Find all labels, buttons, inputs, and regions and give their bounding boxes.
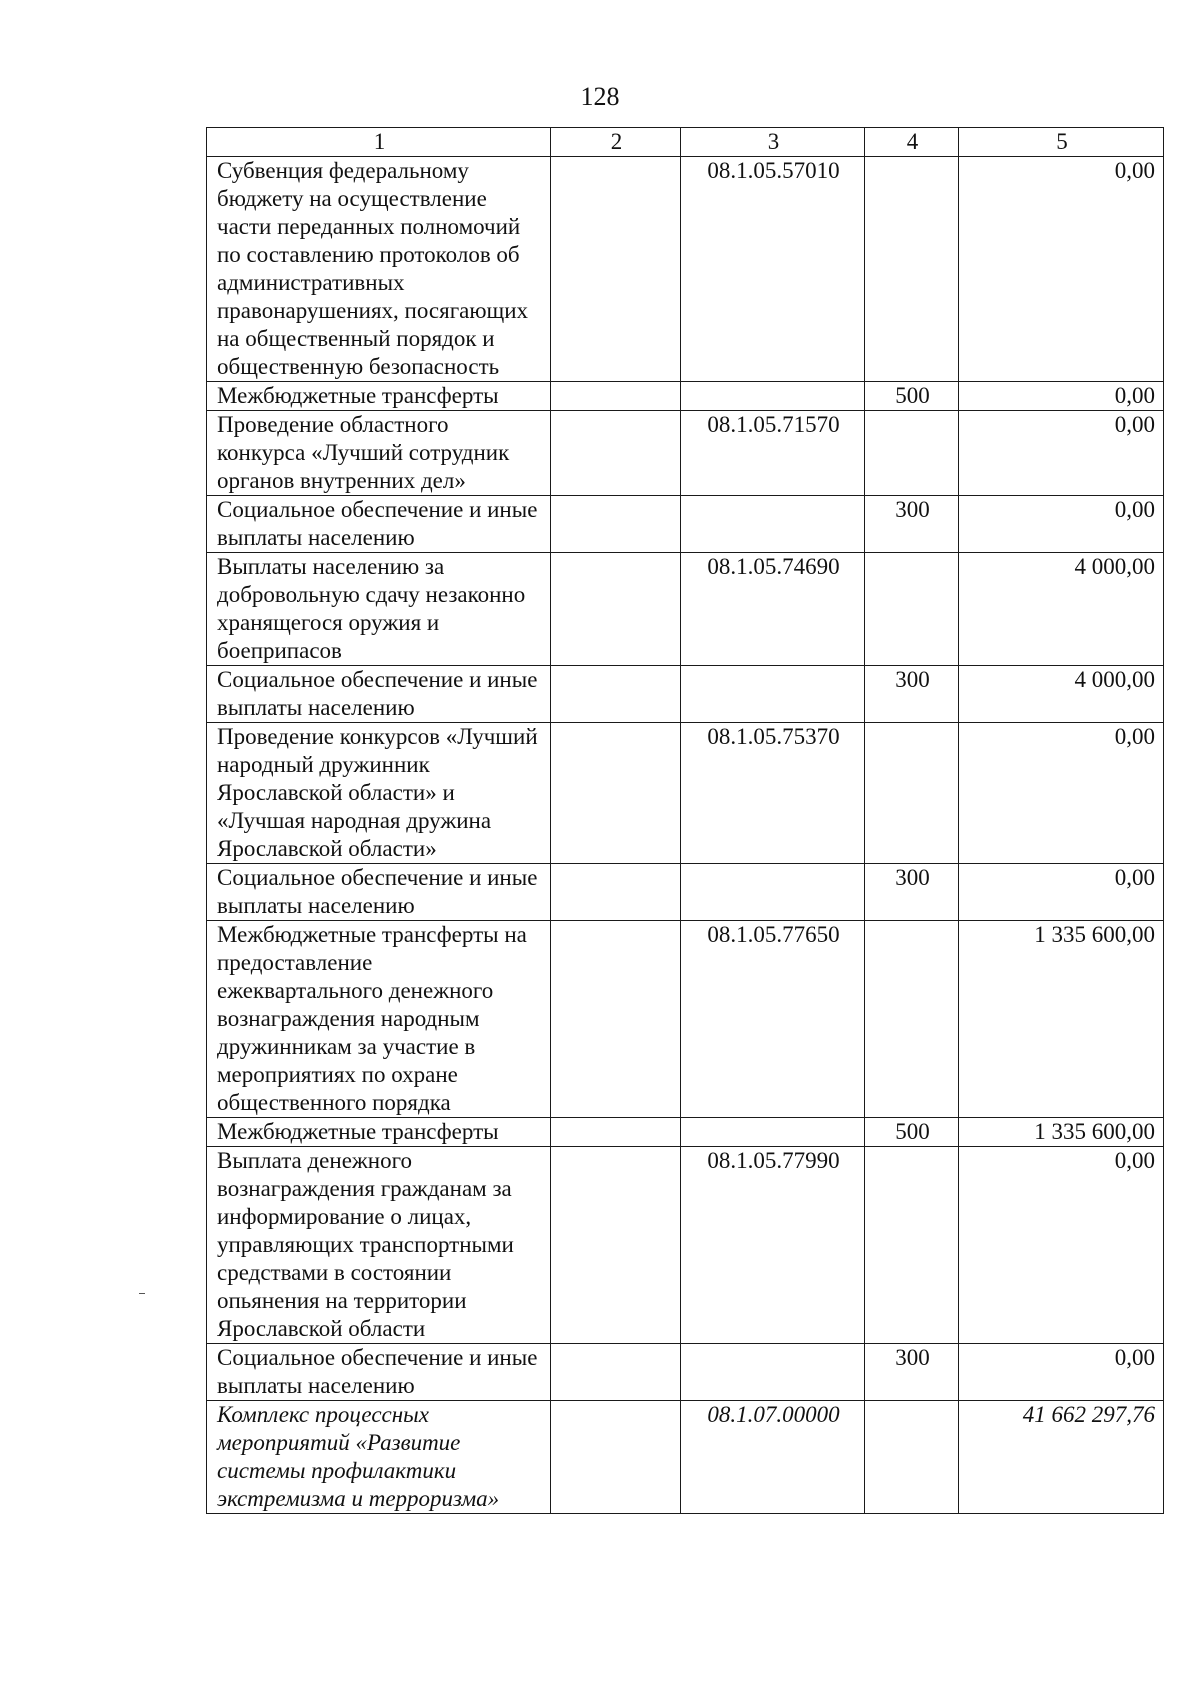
column-header-2: 2 xyxy=(551,128,681,157)
column-header-5: 5 xyxy=(959,128,1164,157)
amount-cell: 0,00 xyxy=(959,1147,1164,1344)
expense-type-cell xyxy=(865,1401,959,1514)
item-name-cell: Социальное обеспечение и иные выплаты населению xyxy=(207,864,551,921)
amount-cell: 0,00 xyxy=(959,864,1164,921)
expense-type-cell xyxy=(865,723,959,864)
table-row xyxy=(207,496,1164,553)
target-code-cell xyxy=(681,1344,865,1401)
item-name-cell: Социальное обеспечение и иные выплаты населению xyxy=(207,666,551,723)
item-name-cell: Выплаты населению за добровольную сдачу незаконно хранящегося оружия и боеприпасов xyxy=(207,553,551,666)
expense-type-cell xyxy=(865,553,959,666)
page-number: 128 xyxy=(580,82,620,111)
column-2-cell xyxy=(551,723,681,864)
table-row xyxy=(207,1401,1164,1514)
table-row xyxy=(207,553,1164,666)
table-row xyxy=(207,723,1164,864)
table-row xyxy=(207,382,1164,411)
column-2-cell xyxy=(551,864,681,921)
amount-cell: 0,00 xyxy=(959,1344,1164,1401)
item-name-cell: Выплата денежного вознаграждения гражданам за информирование о лицах, управляющих транспортными средствами в состоянии опьянения на территории Ярославской области xyxy=(207,1147,551,1344)
amount-cell: 1 335 600,00 xyxy=(959,1118,1164,1147)
target-code-cell xyxy=(681,1118,865,1147)
item-name-cell: Субвенция федеральному бюджету на осуществление части переданных полномочий по составлению протоколов об административных правонарушениях, посягающих на общественный порядок и общественную безопасность xyxy=(207,157,551,382)
amount-cell: 41 662 297,76 xyxy=(959,1401,1164,1514)
expense-type-cell: 500 xyxy=(865,1118,959,1147)
expense-type-cell: 500 xyxy=(865,382,959,411)
target-code-cell: 08.1.05.77990 xyxy=(681,1147,865,1344)
header-row xyxy=(207,128,1164,157)
expense-type-cell: 300 xyxy=(865,496,959,553)
target-code-cell xyxy=(681,864,865,921)
scan-artifact-mark xyxy=(139,1293,145,1294)
expense-type-cell: 300 xyxy=(865,666,959,723)
amount-cell: 4 000,00 xyxy=(959,666,1164,723)
expense-type-cell xyxy=(865,1147,959,1344)
item-name-cell: Межбюджетные трансферты xyxy=(207,382,551,411)
amount-cell: 0,00 xyxy=(959,157,1164,382)
column-2-cell xyxy=(551,382,681,411)
expense-type-cell xyxy=(865,921,959,1118)
amount-cell: 0,00 xyxy=(959,496,1164,553)
target-code-cell: 08.1.07.00000 xyxy=(681,1401,865,1514)
amount-cell: 1 335 600,00 xyxy=(959,921,1164,1118)
column-2-cell xyxy=(551,157,681,382)
column-2-cell xyxy=(551,666,681,723)
table-row xyxy=(207,157,1164,382)
table-row xyxy=(207,1147,1164,1344)
column-2-cell xyxy=(551,411,681,496)
column-header-1: 1 xyxy=(207,128,551,157)
table-row xyxy=(207,411,1164,496)
target-code-cell xyxy=(681,496,865,553)
target-code-cell: 08.1.05.57010 xyxy=(681,157,865,382)
item-name-cell: Социальное обеспечение и иные выплаты населению xyxy=(207,1344,551,1401)
budget-table xyxy=(206,127,1164,1514)
item-name-cell: Комплекс процессных мероприятий «Развитие системы профилактики экстремизма и терроризма» xyxy=(207,1401,551,1514)
target-code-cell: 08.1.05.74690 xyxy=(681,553,865,666)
column-2-cell xyxy=(551,1344,681,1401)
table-row xyxy=(207,1118,1164,1147)
item-name-cell: Социальное обеспечение и иные выплаты населению xyxy=(207,496,551,553)
item-name-cell: Проведение конкурсов «Лучший народный дружинник Ярославской области» и «Лучшая народная дружина Ярославской области» xyxy=(207,723,551,864)
column-2-cell xyxy=(551,553,681,666)
target-code-cell xyxy=(681,666,865,723)
amount-cell: 0,00 xyxy=(959,382,1164,411)
amount-cell: 0,00 xyxy=(959,723,1164,864)
item-name-cell: Межбюджетные трансферты xyxy=(207,1118,551,1147)
table-body xyxy=(207,157,1164,1514)
expense-type-cell: 300 xyxy=(865,864,959,921)
expense-type-cell xyxy=(865,157,959,382)
column-2-cell xyxy=(551,496,681,553)
column-header-3: 3 xyxy=(681,128,865,157)
table-row xyxy=(207,1344,1164,1401)
item-name-cell: Межбюджетные трансферты на предоставление ежеквартального денежного вознаграждения народным дружинникам за участие в мероприятиях по охране общественного порядка xyxy=(207,921,551,1118)
expense-type-cell: 300 xyxy=(865,1344,959,1401)
column-2-cell xyxy=(551,1147,681,1344)
expense-type-cell xyxy=(865,411,959,496)
table-row xyxy=(207,921,1164,1118)
column-2-cell xyxy=(551,921,681,1118)
item-name-cell: Проведение областного конкурса «Лучший сотрудник органов внутренних дел» xyxy=(207,411,551,496)
table-header xyxy=(207,128,1164,157)
target-code-cell: 08.1.05.71570 xyxy=(681,411,865,496)
amount-cell: 4 000,00 xyxy=(959,553,1164,666)
target-code-cell xyxy=(681,382,865,411)
column-2-cell xyxy=(551,1118,681,1147)
column-header-4: 4 xyxy=(865,128,959,157)
amount-cell: 0,00 xyxy=(959,411,1164,496)
table-row xyxy=(207,864,1164,921)
target-code-cell: 08.1.05.75370 xyxy=(681,723,865,864)
table-row xyxy=(207,666,1164,723)
target-code-cell: 08.1.05.77650 xyxy=(681,921,865,1118)
column-2-cell xyxy=(551,1401,681,1514)
